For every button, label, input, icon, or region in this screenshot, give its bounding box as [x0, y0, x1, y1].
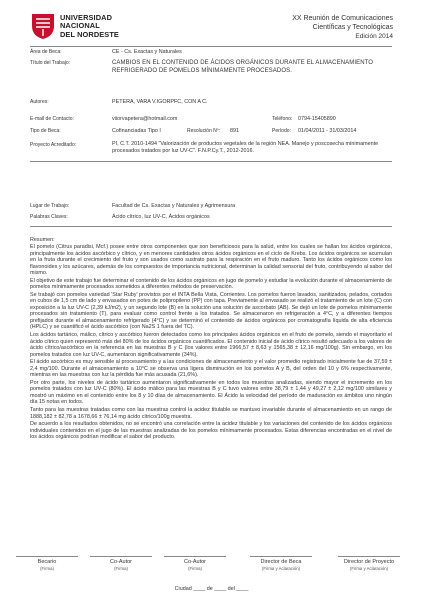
abstract-paragraph: Se trabajó con pomelos variedad 'Star Ruby' provistos por el INTA Bella Vista, Corrientes. Los pomelos fueron lavados, sanitizados, pelados, cortados en cubos de 1,5 cm de lado y envasados en potes de polipropileno (PP) con tapa. Previamente al envasado se realizó el tratamiento de un lote (C) con exposición a la luz UV-C (2,39 kJ/m2), y un segundo lote (B) en la solución una solución de ascorbato (AB). Se dejó un lote de pomelos mínimamente procesados sin tratamiento (T), para evaluar como control frente a los tratados. Se almacenaron en refrigeración a 4°C, y a diferentes tiempos prefijados durante el almacenamiento refrigerado (4°C) y se determinó el contenido de ácidos orgánicos por cromatografía líquida de alta eficiencia (HPLC) y se cuantificó el ácido ascórbico (con Na2S 1 fuera del TC).: [30, 291, 392, 331]
signature-role: (Firma): [114, 566, 128, 571]
abstract-paragraph: Tanto para las muestras tratadas como con las muestras control la acidez titulable se mantuvo invariable durante el almacenamiento en un rango de 1888,182 ± 82,78 a 1678,66 ± 76,14 mg ácido cítrico/100g muestra.: [30, 407, 392, 420]
place-label: Lugar de Trabajo:: [30, 203, 70, 209]
logo-line-3: DEL NORDESTE: [60, 29, 119, 39]
event-line-2: Científicas y Tecnológicas: [312, 24, 393, 31]
signature-name: Becario: [37, 559, 57, 565]
signature-director-proyecto: [334, 556, 404, 571]
signature-line: [250, 556, 312, 557]
logo-line-2: NACIONAL: [60, 21, 100, 31]
period-value: 01/04/2011 - 31/03/2014: [298, 127, 357, 134]
abstract-paragraph: El pomelo (Citrus paradisi, Mcf.) posee entre otros componentes que son beneficiosos para la salud, entre los cuales se hallan los ácidos orgánicos, principalmente los ácidos ascórbico y cítrico, y en menores cantidades otros ácidos orgánicos en el ciclo de Krebs. Los ácidos orgánicos se acumulan en la fruta durante el crecimiento del fruto y son usados como sustrato para la respiración en el fruto maduro. Tanto los ácidos orgánicos como los flavonoides y los azúcares, además de los compuestos de importancia nutricional, determinan la calidad sensorial del fruto, contribuyendo al sabor del mismo.: [30, 244, 392, 276]
city-date-line: Ciudad ____ de ____ del ____: [174, 586, 249, 592]
phone-value: 0794-15405890: [298, 115, 336, 122]
abstract-paragraph: El objetivo de este trabajo fue determinar el contenido de los ácidos orgánicos en jugo de pomelo y estudiar la evolución durante el almacenamiento de pomelos mínimamente procesados sometidos a diferentes métodos de preservación.: [30, 277, 392, 291]
signature-line: [90, 556, 152, 557]
divider: [30, 46, 392, 47]
title-label: Título del Trabajo:: [30, 60, 71, 66]
resolution-value: 891: [230, 127, 239, 134]
logo-text: [60, 14, 119, 39]
title-value: CAMBIOS EN EL CONTENIDO DE ÁCIDOS ORGÁNICOS DURANTE EL ALMACENAMIENTO REFRIGERADO DE POMELOS MÍNIMAMENTE PROCESADOS.: [112, 60, 374, 75]
abstract-paragraph: Los ácidos tartárico, málico, cítrico y ascórbico fueron detectados como los principales ácidos orgánicos en el fruto de pomelo, siendo el mayoritario el ácido cítrico quien representó más del 80% de los ácidos orgánicos cuantificados. El contenido inicial de ácido cítrico resultó adecuado a los valores de ácido cítrico/ascórbico en la referencia en las muestras B y C (los valores entre 1966,57 ± 8,63 y 1565,38 ± 12,16 mg/100g). Sin embargo, en los pomelos tratados con luz UV-C, aumentaron significativamente (34%).: [30, 332, 392, 358]
signature-name: Director de Proyecto: [343, 559, 395, 565]
event-line-1: XX Reunión de Comunicaciones: [292, 15, 393, 22]
period-label: Período:: [272, 128, 291, 134]
type-label: Tipo de Beca:: [30, 128, 61, 134]
event-heading: [292, 14, 393, 41]
divider: [30, 226, 392, 227]
signature-becario: [12, 556, 82, 571]
area-value: CE - Cs. Exactas y Naturales: [112, 48, 182, 55]
authors-value: PETERA, VARA V.IGORPFC, CON A C.: [112, 98, 208, 105]
divider: [30, 161, 392, 162]
university-logo: [30, 12, 140, 42]
signature-coautor-1: [86, 556, 156, 571]
email-label: E-mail de Contacto:: [30, 116, 74, 122]
signature-name: Co-Autor: [109, 559, 132, 565]
place-value: Facultad de Cs. Exactas y Naturales y Agrimensura: [112, 202, 236, 209]
abstract-body: [30, 244, 392, 442]
email-value: viiorvapetera@hotmail.com: [112, 115, 178, 122]
keywords-value: Ácido cítrico, luz UV-C, Ácidos orgánicos: [112, 213, 210, 220]
signature-line: [16, 556, 78, 557]
abstract-paragraph: El ácido ascórbico es muy sensible al procesamiento y a las condiciones de almacenamiento y el valor promedio registrado inicialmente fue de 37,59 ± 2,4 mg/100. Durante el almacenamiento a 10°C se observa una ligera disminución en los pomelos A y B, del orden del 10 y 6% respectivamente, mientras en las muestras con luz la pérdida fue más acusada (21,6%).: [30, 359, 392, 379]
authors-label: Autores:: [30, 99, 49, 105]
signature-line: [164, 556, 226, 557]
signature-role: (Firma): [40, 566, 54, 571]
type-value: Cofinanciadas Tipo I: [112, 127, 161, 134]
edition: Edición 2014: [355, 33, 393, 40]
signature-line: [338, 556, 400, 557]
signature-director-beca: [246, 556, 316, 571]
resolution-label: Resolución Nº:: [187, 128, 220, 134]
project-value: PI, C.T. 2010-1494 "Valorización de productos vegetales de la región NEA. Manejo y poscosecha mínimamente procesados tratados por luz UV-C". F.N.P.Cy.T., 2012-2016.: [112, 141, 379, 155]
phone-label: Teléfono:: [272, 116, 293, 122]
logo-line-1: UNIVERSIDAD: [60, 13, 113, 22]
signature-role: (Firma y Aclaración): [349, 566, 389, 571]
signature-coautor-2: [160, 556, 230, 571]
abstract-title: Resumen:: [30, 237, 55, 243]
university-seal-icon: [30, 12, 56, 40]
area-label: Área de Beca:: [30, 49, 62, 55]
signature-role: (Firma y Aclaración): [261, 566, 301, 571]
abstract-paragraph: De acuerdo a los resultados obtenidos, no se encontró una correlación entre la acidez titulable y los variaciones del contenido de los ácidos orgánicos individuales contenidos en el jugo de las muestras analizadas de los pomelos mínimamente procesados. Estas diferencias encontradas en el nivel de los ácidos orgánicos podrían modificar el sabor del producto.: [30, 421, 392, 441]
signature-name: Director de Beca: [260, 559, 302, 565]
signature-role: (Firma): [188, 566, 202, 571]
abstract-paragraph: Por otro parte, los niveles de ácido tartárico aumentaron significativamente en todos los muestras analizadas, siendo mayor el incremento en los pomelos tratados con luz UV-C (80%). El ácido málico para las muestras B y C tuvo valores entre 38,79 ± 1,44 y 49,27 ± 2,12 mg/100 similares y mostró un máximo en el contenido entre los 8 y 10 días de almacenamiento. El Ácido la velocidad del período de maduración es ámbitos uno ningún día 15 notas en todos.: [30, 379, 392, 406]
signature-name: Co-Autor: [183, 559, 206, 565]
keywords-label: Palabras Claves:: [30, 214, 68, 220]
project-label: Proyecto Acreditado:: [30, 142, 77, 148]
